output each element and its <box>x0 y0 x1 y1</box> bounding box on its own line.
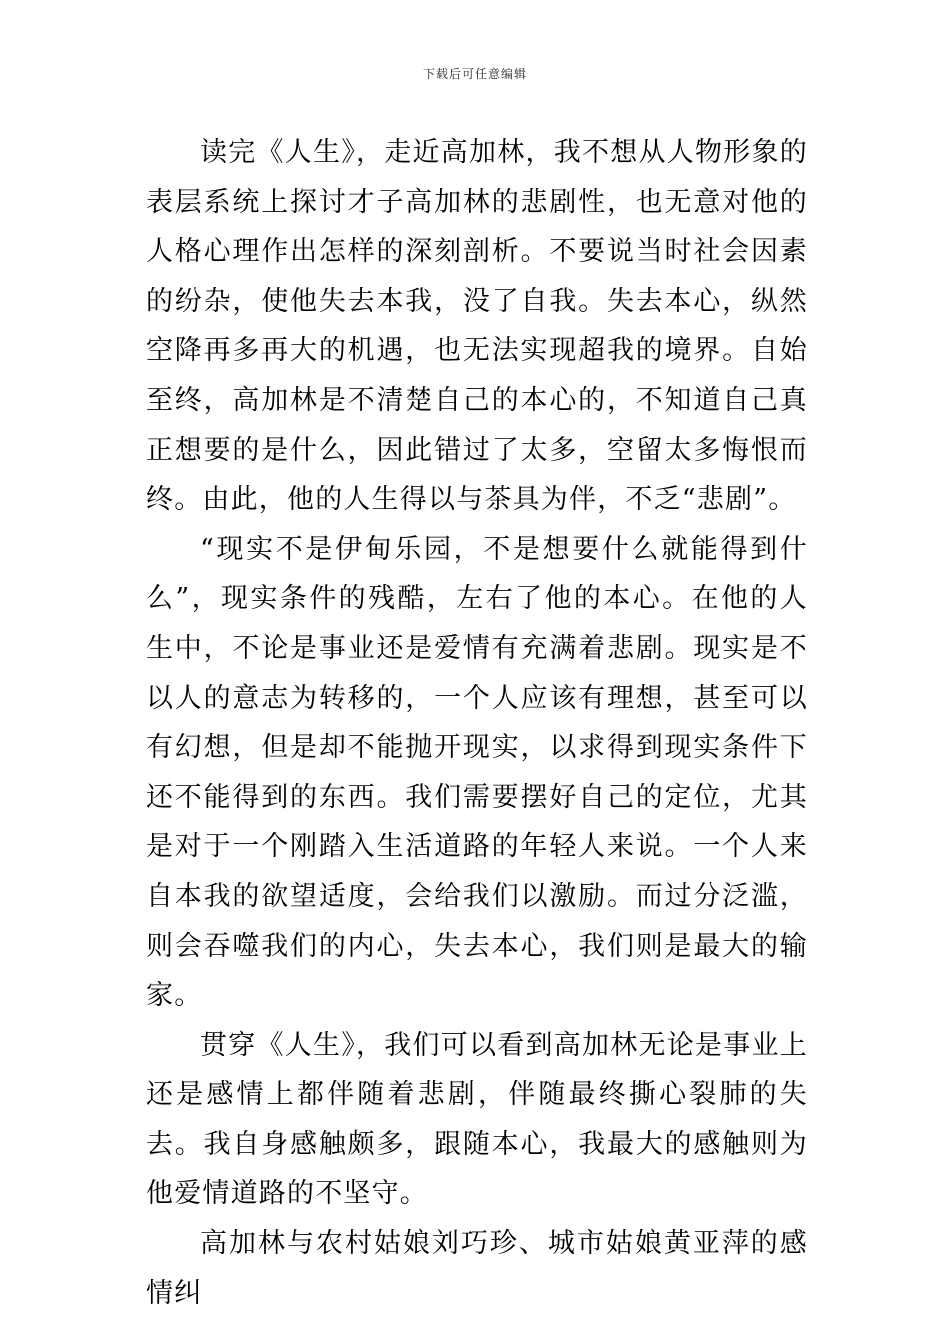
paragraph-2: “现实不是伊甸乐园，不是想要什么就能得到什么”，现实条件的残酷，左右了他的本心。在他的人生中，不论是事业还是爱情有充满着悲剧。现实是不以人的意志为转移的，一个人应该有理想，甚至可以有幻想，但是却不能抛开现实，以求得到现实条件下还不能得到的东西。我们需要摆好自己的定位，尤其是对于一个刚踏入生活道路的年轻人来说。一个人来自本我的欲望适度，会给我们以激励。而过分泛滥，则会吞噬我们的内心，失去本心，我们则是最大的输家。 <box>146 533 808 1012</box>
paragraph-4: 高加林与农村姑娘刘巧珍、城市姑娘黄亚萍的感情纠 <box>146 1228 808 1309</box>
document-body <box>146 128 808 1318</box>
paragraph-1: 读完《人生》，走近高加林，我不想从人物形象的表层系统上探讨才子高加林的悲剧性，也无意对他的人格心理作出怎样的深刻剖析。不要说当时社会因素的纷杂，使他失去本我，没了自我。失去本心，纵然空降再多再大的机遇，也无法实现超我的境界。自始至终，高加林是不清楚自己的本心的，不知道自己真正想要的是什么，因此错过了太多，空留太多悔恨而终。由此，他的人生得以与茶具为伴，不乏“悲剧”。 <box>146 137 808 516</box>
header-note: 下载后可任意编辑 <box>422 67 527 81</box>
paragraph-3: 贯穿《人生》，我们可以看到高加林无论是事业上还是感情上都伴随着悲剧，伴随最终撕心裂肺的失去。我自身感触颇多，跟随本心，我最大的感触则为他爱情道路的不坚守。 <box>146 1029 808 1210</box>
